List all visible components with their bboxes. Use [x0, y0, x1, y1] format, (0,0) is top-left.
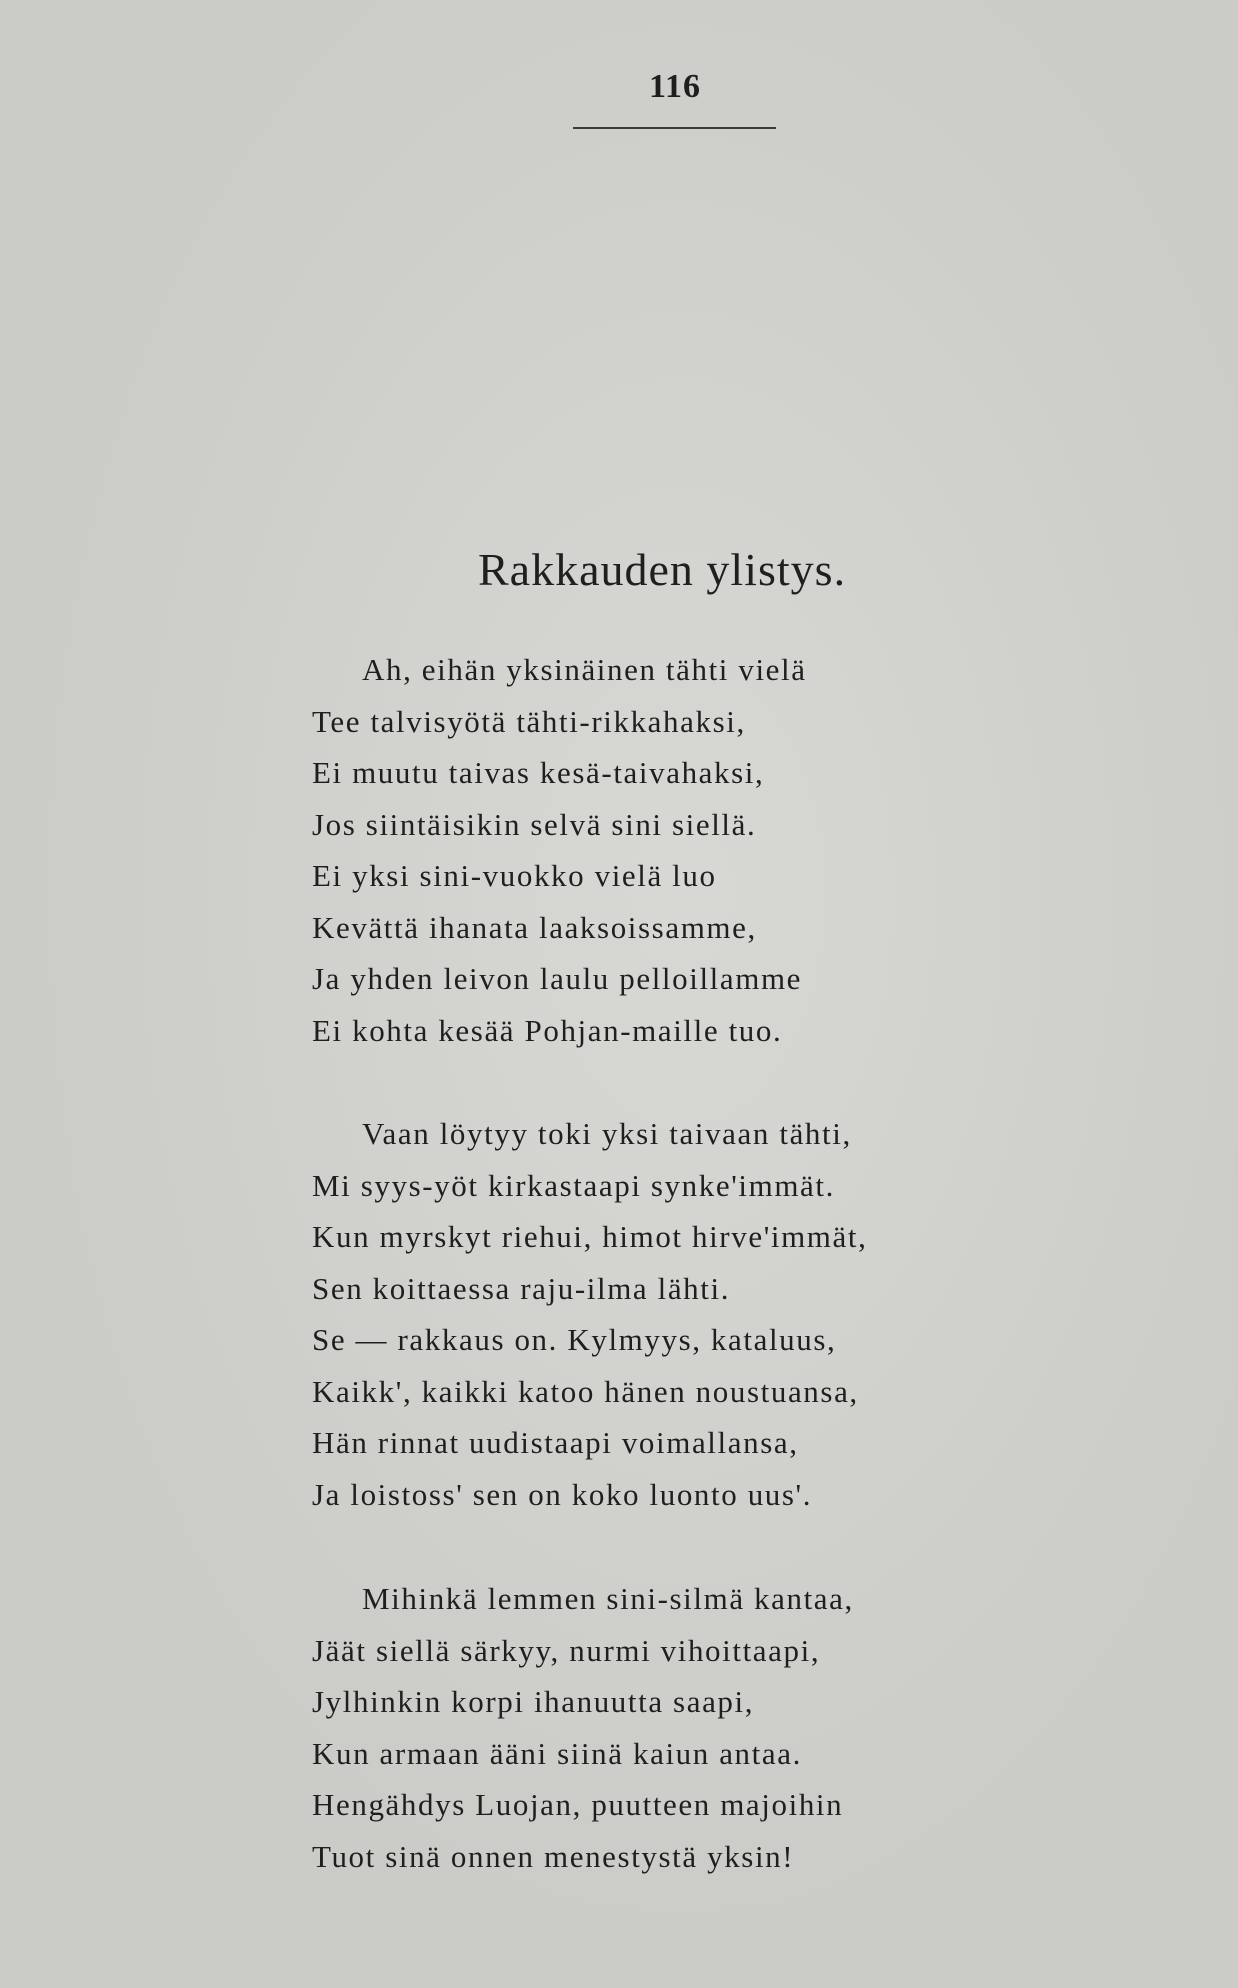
verse-line: Ja loistoss' sen on koko luonto uus'. — [312, 1476, 813, 1512]
verse-line: Kun armaan ääni siinä kaiun antaa. — [312, 1735, 802, 1771]
verse-line: Hän rinnat uudistaapi voimallansa, — [312, 1425, 799, 1460]
verse-line: Ei kohta kesää Pohjan-maille tuo. — [312, 1012, 783, 1048]
verse-line: Ah, eihän yksinäinen tähti vielä — [362, 652, 807, 687]
stanza-2 — [312, 1108, 1012, 1520]
verse-line: Se — rakkaus on. Kylmyys, kataluus, — [312, 1322, 837, 1357]
poem-title: Rakkauden ylistys. — [478, 544, 847, 595]
verse-line: Mihinkä lemmen sini-silmä kantaa, — [362, 1581, 854, 1616]
verse-line: Jylhinkin korpi ihanuutta saapi, — [312, 1684, 755, 1719]
stanza-1 — [312, 644, 1012, 1056]
verse-line: Ei yksi sini-vuokko vielä luo — [312, 858, 717, 893]
verse-line: Mi syys-yöt kirkastaapi synke'immät. — [312, 1167, 835, 1203]
verse-line: Kevättä ihanata laaksoissamme, — [312, 909, 757, 945]
verse-line: Jäät siellä särkyy, nurmi vihoittaapi, — [312, 1632, 821, 1668]
verse-line: Ei muutu taivas kesä-taivahaksi, — [312, 755, 765, 790]
verse-line: Kun myrskyt riehui, himot hirve'immät, — [312, 1219, 868, 1254]
verse-line: Tee talvisyötä tähti-rikkahaksi, — [312, 703, 746, 739]
verse-line: Hengähdys Luojan, puutteen majoihin — [312, 1787, 844, 1822]
header-rule — [573, 127, 776, 129]
verse-line: Tuot sinä onnen menestystä yksin! — [312, 1838, 795, 1874]
verse-line: Vaan löytyy toki yksi taivaan tähti, — [362, 1116, 852, 1151]
verse-line: Jos siintäisikin selvä sini siellä. — [312, 806, 757, 842]
stanza-3 — [312, 1573, 1012, 1882]
verse-line: Ja yhden leivon laulu pelloillamme — [312, 961, 803, 996]
verse-line: Kaikk', kaikki katoo hänen noustuansa, — [312, 1373, 859, 1409]
verse-line: Sen koittaessa raju-ilma lähti. — [312, 1270, 731, 1306]
page-number: 116 — [648, 68, 702, 105]
